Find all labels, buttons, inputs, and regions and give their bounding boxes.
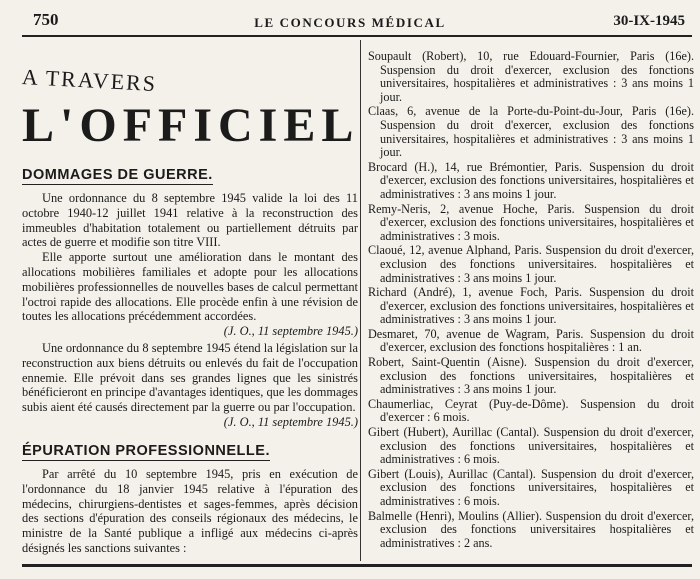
source-citation: (J. O., 11 septembre 1945.) — [223, 324, 358, 339]
section-title: ÉPURATION PROFESSIONNELLE. — [22, 443, 270, 459]
sanction-entry: Remy-Neris, 2, avenue Hoche, Paris. Suspension du droit d'exercer, exclusion des fonctions universitaires, hospitalières et administratives : 3 mois. — [368, 201, 694, 243]
sanction-entry: Chaumerliac, Ceyrat (Puy-de-Dôme). Suspension du droit d'exercer : 6 mois. — [368, 396, 694, 425]
sanction-entry: Soupault (Robert), 10, rue Edouard-Fournier, Paris (16e). Suspension du droit d'exercer, exclusion des fonctions universitaires, hospitalières et administratives : 3 ans moins 1 jour. — [368, 49, 694, 104]
sanction-entry: Gibert (Louis), Aurillac (Cantal). Suspension du droit d'exercer, exclusion des fonctions universitaires, hospitalières et administratives : 6 mois. — [368, 466, 694, 508]
journal-title: LE CONCOURS MÉDICAL — [254, 15, 446, 30]
sanction-entry: Desmaret, 70, avenue de Wagram, Paris. Suspension du droit d'exercer, exclusion des fonctions hospitalières : 1 an. — [368, 326, 694, 355]
sanction-entry: Balmelle (Henri), Moulins (Allier). Suspension du droit d'exercer, exclusion des fonctions universitaires hospitalières et administratives : 2 ans. — [368, 508, 694, 550]
sanction-entry: Richard (André), 1, avenue Foch, Paris. Suspension du droit d'exercer, exclusion des fonctions universitaires, hospitalières et administratives : 3 ans moins 1 jour. — [368, 285, 694, 327]
header-rule — [22, 35, 692, 37]
sanction-entry: Claoué, 12, avenue Alphand, Paris. Suspension du droit d'exercer, exclusion des fonctions universitaires. hospitalières et administratives : 3 ans moins 1 jour. — [368, 243, 694, 285]
source-citation: (J. O., 11 septembre 1945.) — [223, 414, 358, 429]
page-header — [0, 0, 700, 40]
headline-kicker: A TRAVERS — [21, 64, 158, 97]
issue-date: 30-IX-1945 — [613, 13, 685, 29]
page-number: 750 — [33, 10, 59, 29]
paragraph: Par arrêté du 10 septembre 1945, pris en exécution de l'ordonnance du 18 janvier 1945 relative à l'épuration des médecins, chirurgiens-dentistes et sages-femmes, après décision des sections d'épuration des conseils régionaux des médecins, le ministre de la Santé publique a infligé aux médecins ci-après désignés les sanctions suivantes : — [22, 467, 358, 555]
section-dommages — [22, 166, 358, 432]
paragraph: Une ordonnance du 8 septembre 1945 étend la législation sur la reconstruction aux biens détruits ou enlevés du fait de l'occupation ennemie. Elle prévoit dans ses grandes lignes que les sinistrés bénéficieront en principe d'avantages identiques, que les dommages subis aient été causés directement par la guerre ou par l'occupation. — [22, 340, 358, 415]
sanction-entry: Robert, Saint-Quentin (Aisne). Suspension du droit d'exercer, exclusion des fonctions universitaires, hospitalières et administratives : 3 ans moins 1 jour. — [368, 355, 694, 397]
sanction-entry: Brocard (H.), 14, rue Brémontier, Paris. Suspension du droit d'exercer, exclusion des fonctions universitaires, hospitalières et administratives : 3 ans moins 1 jour. — [368, 159, 694, 201]
sanction-entry: Claas, 6, avenue de la Porte-du-Point-du-Jour, Paris (16e). Suspension du droit d'exercer, exclusion des fonctions universitaires, hospitalières et administratives : 3 ans moins 1 jour. — [368, 104, 694, 160]
sanction-entry: Gibert (Hubert), Aurillac (Cantal). Suspension du droit d'exercer, exclusion des fonctions universitaires, hospitalières et administratives : 6 mois. — [368, 425, 694, 467]
section-epuration — [22, 442, 358, 556]
paragraph: Elle apporte surtout une amélioration dans le montant des allocations mobilières familiales et adopte pour les allocations mobilières professionnelles de nouvelles bases de calcul permettant l'octroi rapide des allocations. Elle procède enfin à une révision de toutes les allocations précédemment accordées. — [22, 250, 358, 324]
section-title: DOMMAGES DE GUERRE. — [22, 167, 213, 183]
column-separator — [360, 40, 361, 561]
paragraph: Une ordonnance du 8 septembre 1945 valide la loi des 11 octobre 1940-12 juillet 1941 relative à la reconstruction des immeubles d'habitation totalement ou partiellement détruits par actes de guerre et modifie son titre VIII. — [22, 191, 358, 250]
footer-rule — [22, 564, 692, 567]
headline: L'OFFICIEL — [22, 99, 360, 152]
right-column — [368, 50, 694, 551]
